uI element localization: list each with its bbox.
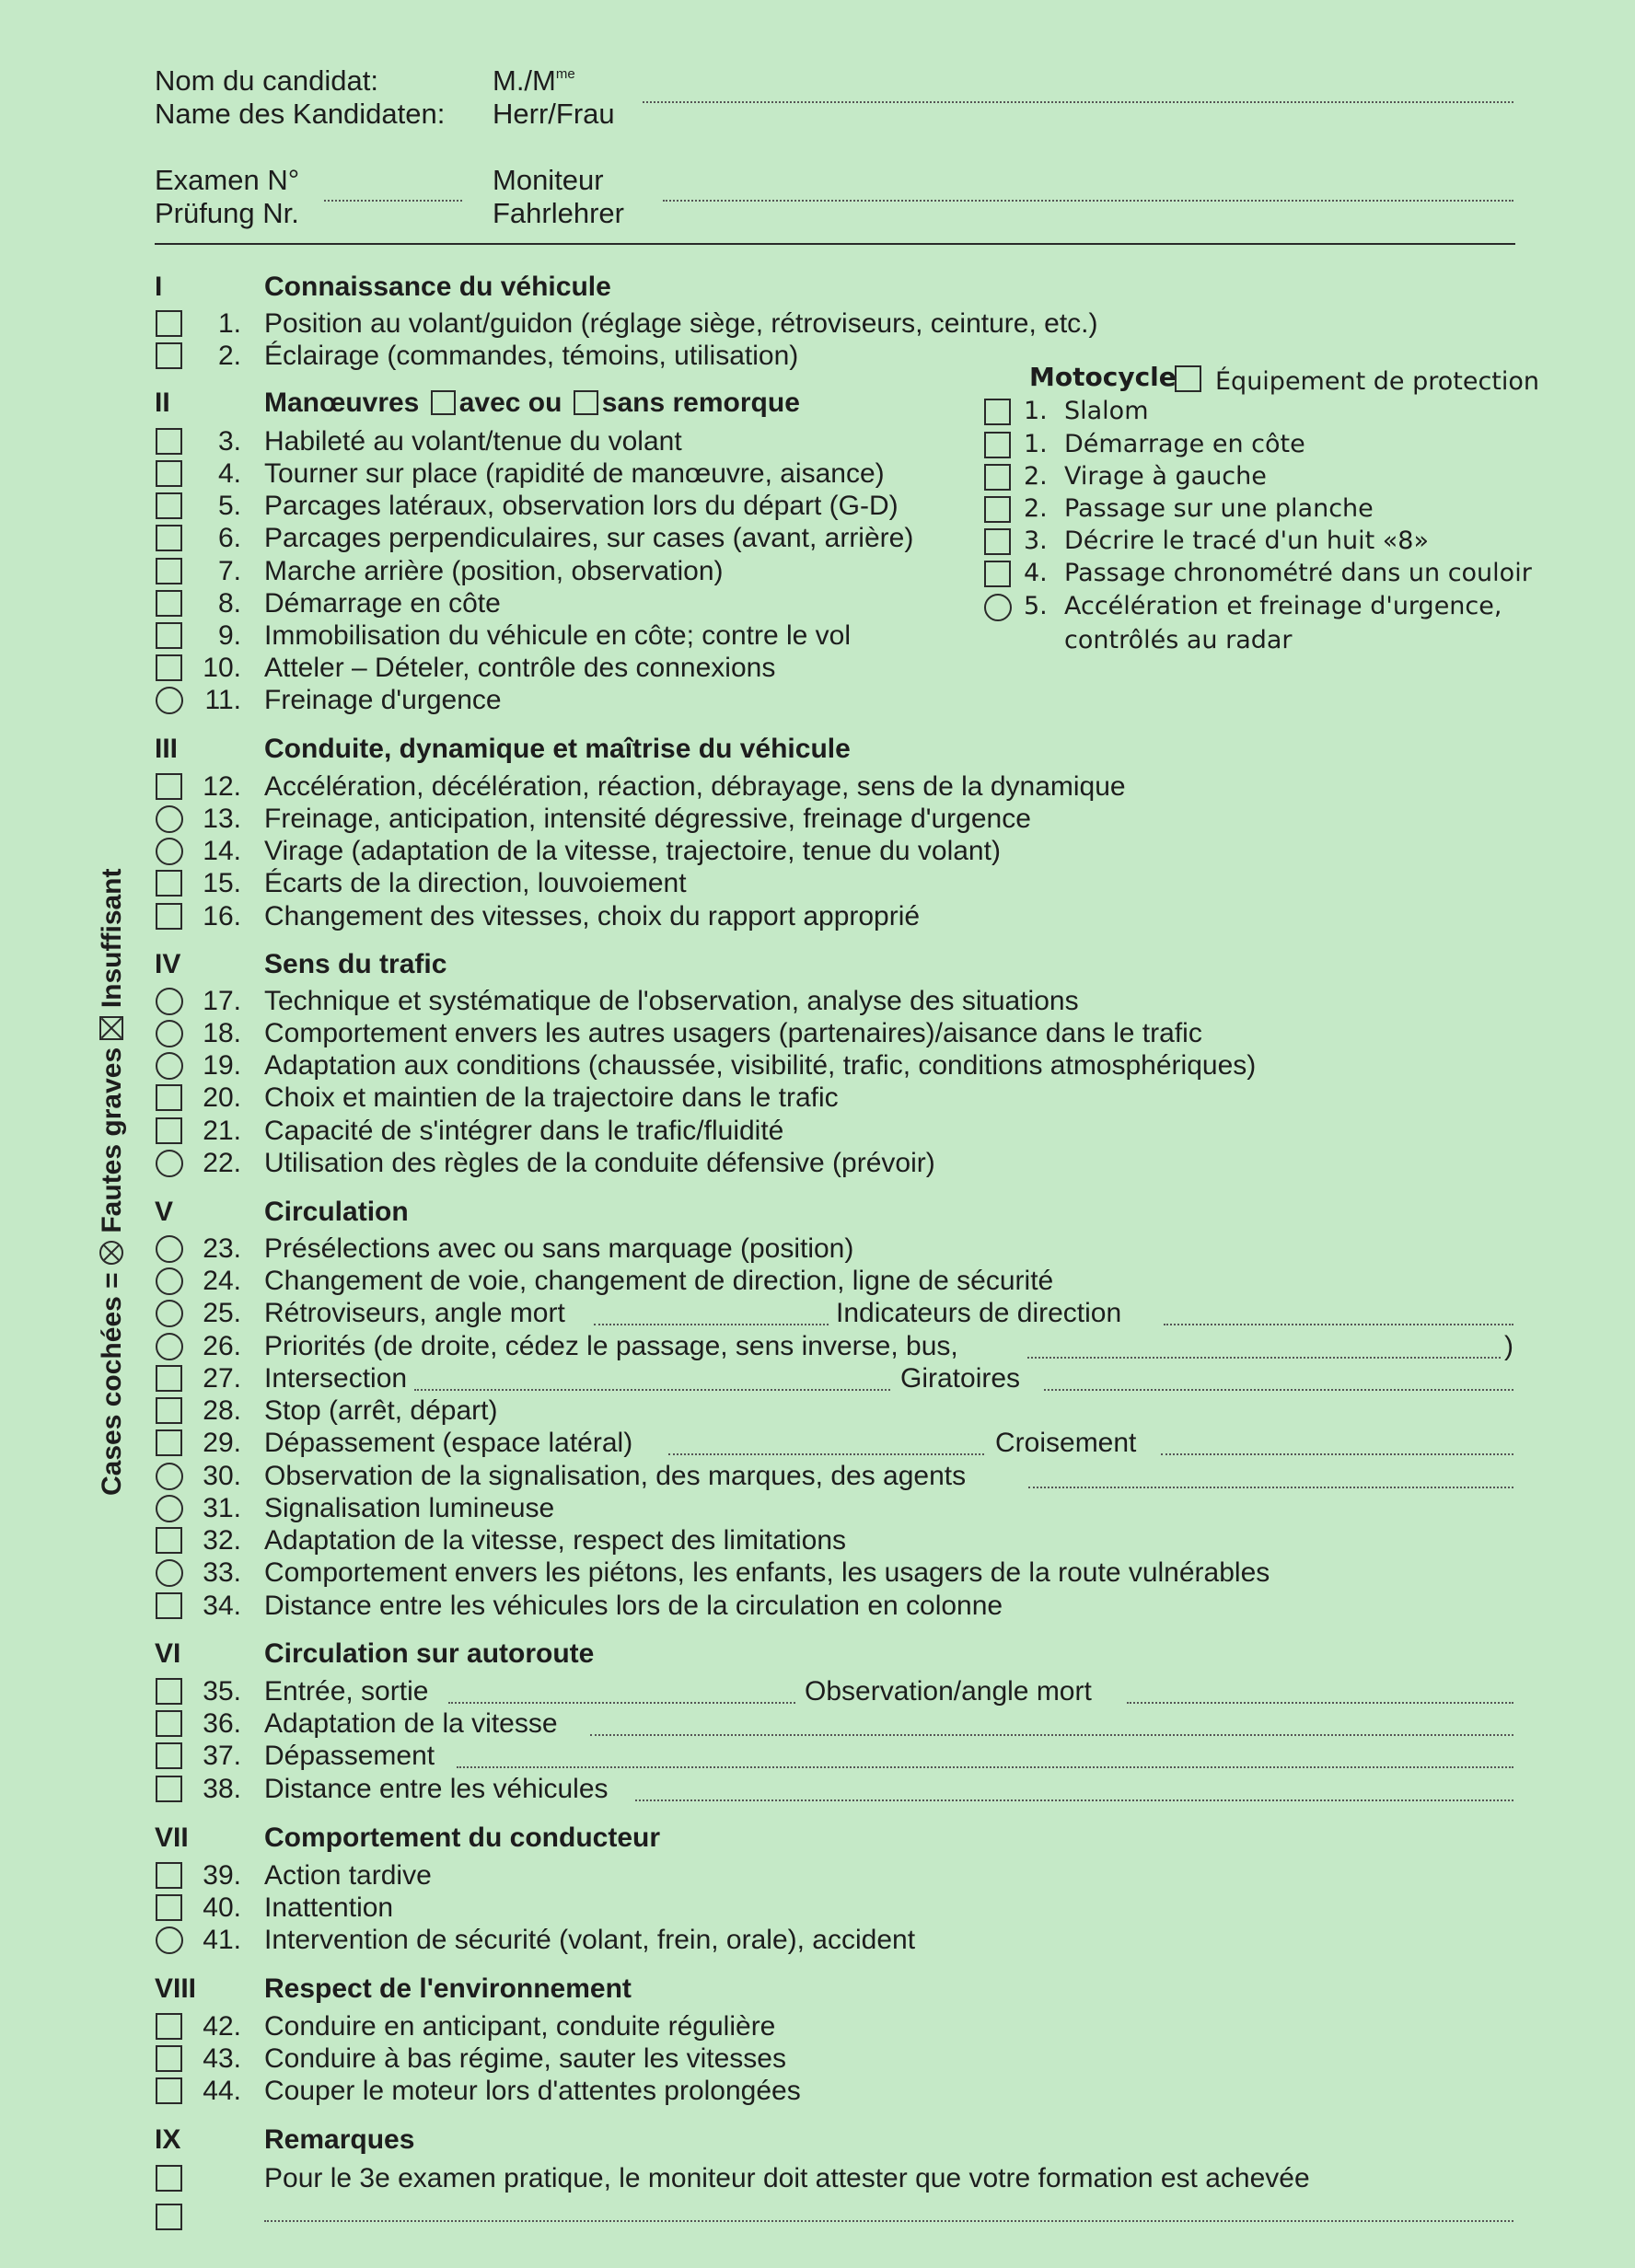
checklist-item <box>0 556 1635 589</box>
item-dotted-field[interactable] <box>1127 1702 1513 1704</box>
without-trailer-checkbox[interactable] <box>574 390 598 415</box>
checklist-item <box>0 1018 1635 1051</box>
insufficient-checkbox[interactable] <box>156 622 182 649</box>
checklist-item <box>0 2011 1635 2044</box>
header-divider <box>155 243 1515 245</box>
item-number: 8. <box>217 588 241 619</box>
checklist-item <box>0 1331 1635 1364</box>
motocycle-item-number: 2. <box>1024 462 1048 491</box>
item-number: 40. <box>203 1892 241 1923</box>
item-number: 14. <box>203 836 241 866</box>
insufficient-checkbox[interactable] <box>156 1117 182 1144</box>
item-number: 26. <box>203 1331 241 1361</box>
item-number: 6. <box>217 523 241 553</box>
item-dotted-field[interactable] <box>1161 1453 1513 1455</box>
section-number: III <box>155 734 179 764</box>
item-label: Intervention de sécurité (volant, frein, orale), accident <box>264 1925 916 1955</box>
item-dotted-field[interactable] <box>448 1702 795 1704</box>
item-label-tail: ) <box>1504 1331 1513 1361</box>
section-number: I <box>155 272 163 302</box>
item-label: Entrée, sortie <box>264 1676 429 1707</box>
checklist-item <box>0 2076 1635 2109</box>
section-title: Connaissance du véhicule <box>264 272 611 302</box>
checklist-item <box>0 588 1635 621</box>
grave-fault-radio[interactable] <box>156 1300 183 1327</box>
item-number: 25. <box>203 1298 241 1328</box>
item-label: Observation de la signalisation, des marques, des agents <box>264 1461 967 1491</box>
checklist-item <box>0 1892 1635 1926</box>
section-title: Sens du trafic <box>264 949 447 979</box>
item-label-secondary: Indicateurs de direction <box>836 1298 1122 1328</box>
item-number: 24. <box>203 1266 241 1296</box>
grave-fault-radio[interactable] <box>156 838 183 865</box>
item-number: 7. <box>217 556 241 586</box>
checklist-item <box>0 1493 1635 1526</box>
checklist-item <box>0 1741 1635 1774</box>
motocycle-item-label-cont: contrôlés au radar <box>1064 626 1293 654</box>
insufficient-checkbox[interactable] <box>156 460 182 487</box>
checklist-item <box>0 308 1635 341</box>
checklist-item <box>0 1266 1635 1299</box>
legend-cases: Cases cochées = <box>97 1272 127 1496</box>
item-number: 11. <box>204 685 241 715</box>
insufficient-checkbox[interactable] <box>156 428 182 455</box>
grave-fault-radio[interactable] <box>156 1333 183 1360</box>
motocycle-item-label: Passage sur une planche <box>1064 494 1374 523</box>
checklist-item <box>0 986 1635 1019</box>
section-number: V <box>155 1197 174 1227</box>
item-number: 3. <box>217 426 241 457</box>
item-label: Adaptation aux conditions (chaussée, visibilité, trafic, conditions atmosphériques) <box>264 1050 1257 1081</box>
item-number: 31. <box>203 1493 241 1523</box>
item-dotted-field[interactable] <box>414 1389 890 1391</box>
item-dotted-field[interactable] <box>668 1453 984 1455</box>
checklist-item <box>0 1116 1635 1149</box>
candidate-label-fr: Nom du candidat: <box>155 64 378 97</box>
motocycle-item <box>0 397 1635 428</box>
checklist-item <box>0 1395 1635 1429</box>
insufficient-checkbox[interactable] <box>156 773 182 800</box>
checklist-item <box>0 1363 1635 1396</box>
item-label-secondary: Giratoires <box>900 1363 1021 1394</box>
item-dotted-field[interactable] <box>1044 1389 1513 1391</box>
item-number: 2. <box>217 341 241 371</box>
grave-fault-radio[interactable] <box>156 1020 183 1047</box>
section-number: VIII <box>155 1973 197 2004</box>
checklist-item <box>0 1050 1635 1083</box>
insufficient-checkbox[interactable] <box>156 1397 182 1424</box>
section-title: Manœuvres avec ou sans remorque <box>264 388 800 418</box>
legend-graves: Fautes graves <box>97 1047 127 1233</box>
candidate-label-de: Name des Kandidaten: <box>155 98 446 130</box>
motocycle-item-label: Démarrage en côte <box>1064 430 1305 458</box>
item-label: Position au volant/guidon (réglage siège, rétroviseurs, ceinture, etc.) <box>264 308 1098 339</box>
section-title: Conduite, dynamique et maîtrise du véhicule <box>264 734 851 764</box>
item-dotted-field[interactable] <box>594 1324 829 1325</box>
item-number: 29. <box>203 1428 241 1458</box>
checklist-item <box>0 1557 1635 1591</box>
grave-fault-radio[interactable] <box>156 1495 183 1522</box>
item-label: Marche arrière (position, observation) <box>264 556 724 586</box>
motocycle-checkbox[interactable] <box>984 399 1011 425</box>
item-label: Couper le moteur lors d'attentes prolongées <box>264 2076 801 2106</box>
item-label: Signalisation lumineuse <box>264 1493 555 1523</box>
item-number: 4. <box>217 458 241 489</box>
checklist-item <box>0 523 1635 556</box>
checklist-item <box>0 868 1635 901</box>
item-label-secondary: Croisement <box>995 1428 1137 1458</box>
insufficient-checkbox[interactable] <box>156 2013 182 2040</box>
item-label: Adaptation de la vitesse, respect des limitations <box>264 1525 847 1556</box>
item-label: Rétroviseurs, angle mort <box>264 1298 565 1328</box>
checklist-item <box>0 620 1635 654</box>
insufficient-checkbox[interactable] <box>156 1592 182 1619</box>
instructor-label-fr: Moniteur <box>493 164 604 196</box>
item-label: Parcages perpendiculaires, sur cases (avant, arrière) <box>264 523 914 553</box>
checklist-item <box>0 1148 1635 1181</box>
item-number: 39. <box>203 1860 241 1891</box>
item-label: Intersection <box>264 1363 408 1394</box>
checklist-item <box>0 1925 1635 1958</box>
section-title: Circulation <box>264 1197 409 1227</box>
item-number: 43. <box>203 2043 241 2074</box>
insufficient-checkbox[interactable] <box>156 870 182 897</box>
item-label: Présélections avec ou sans marquage (position) <box>264 1233 854 1264</box>
checklist-item <box>0 653 1635 686</box>
motocycle-title: Motocycle <box>1029 362 1177 392</box>
checklist-item <box>0 426 1635 459</box>
insufficient-checkbox[interactable] <box>156 2045 182 2072</box>
insufficient-checkbox[interactable] <box>156 492 182 519</box>
checklist-item <box>0 1428 1635 1461</box>
motocycle-item-number: 4. <box>1024 559 1048 587</box>
item-label: Conduire en anticipant, conduite régulière <box>264 2011 776 2042</box>
item-number: 5. <box>217 491 241 521</box>
item-label: Conduire à bas régime, sauter les vitesses <box>264 2043 786 2074</box>
insufficient-checkbox[interactable] <box>156 654 182 681</box>
motocycle-item-label: Passage chronométré dans un couloir <box>1064 559 1532 587</box>
item-label: Virage (adaptation de la vitesse, trajectoire, tenue du volant) <box>264 836 1001 866</box>
insufficient-checkbox[interactable] <box>156 1742 182 1769</box>
item-number: 22. <box>203 1148 241 1178</box>
checklist-item <box>0 2202 1635 2235</box>
item-label: Comportement envers les autres usagers (partenaires)/aisance dans le trafic <box>264 1018 1202 1048</box>
item-number: 10. <box>203 653 241 683</box>
item-number: 36. <box>203 1708 241 1739</box>
motocycle-item-number: 2. <box>1024 494 1048 523</box>
insufficient-checkbox[interactable] <box>156 1084 182 1111</box>
grave-fault-radio[interactable] <box>156 805 183 833</box>
insufficient-checkbox[interactable] <box>156 1894 182 1921</box>
item-label: Tourner sur place (rapidité de manœuvre, aisance) <box>264 458 885 489</box>
item-label-secondary: Observation/angle mort <box>805 1676 1092 1707</box>
insufficient-checkbox[interactable] <box>156 2204 182 2230</box>
item-label: Adaptation de la vitesse <box>264 1708 558 1739</box>
grave-fault-radio[interactable] <box>156 1927 183 1954</box>
item-number: 32. <box>203 1525 241 1556</box>
insufficient-checkbox[interactable] <box>156 903 182 930</box>
remarks-dotted-field[interactable] <box>264 2220 1513 2222</box>
insufficient-checkbox[interactable] <box>156 590 182 617</box>
item-dotted-field[interactable] <box>590 1734 1513 1736</box>
checklist-item <box>0 491 1635 524</box>
item-label: Inattention <box>264 1892 394 1923</box>
item-label: Atteler – Dételer, contrôle des connexions <box>264 653 776 683</box>
section-number: II <box>155 388 170 418</box>
item-number: 42. <box>203 2011 241 2042</box>
section-title: Respect de l'environnement <box>264 1973 632 2004</box>
item-number: 37. <box>203 1741 241 1771</box>
item-number: 17. <box>203 986 241 1016</box>
with-trailer-checkbox[interactable] <box>431 390 456 415</box>
checklist-item <box>0 804 1635 837</box>
section-number: IX <box>155 2124 181 2155</box>
grave-fault-radio[interactable] <box>156 1267 183 1295</box>
grave-fault-radio[interactable] <box>156 1150 183 1177</box>
checklist-item <box>0 2043 1635 2077</box>
insufficient-checkbox[interactable] <box>156 1710 182 1737</box>
insufficient-checkbox[interactable] <box>156 1527 182 1554</box>
candidate-name-field[interactable] <box>643 101 1513 103</box>
checklist-item <box>0 1082 1635 1116</box>
item-dotted-field[interactable] <box>457 1766 1513 1768</box>
item-label: Freinage d'urgence <box>264 685 502 715</box>
item-label: Technique et systématique de l'observation, analyse des situations <box>264 986 1079 1016</box>
title-label-de: Herr/Frau <box>493 98 615 130</box>
motocycle-item-label: Virage à gauche <box>1064 462 1267 491</box>
grave-fault-radio[interactable] <box>156 1559 183 1587</box>
item-label: Éclairage (commandes, témoins, utilisation) <box>264 341 799 371</box>
checklist-item <box>0 1676 1635 1709</box>
section-title: Remarques <box>264 2124 415 2155</box>
item-number: 21. <box>203 1116 241 1146</box>
item-label: Immobilisation du véhicule en côte; contre le vol <box>264 620 852 651</box>
checklist-item <box>0 341 1635 374</box>
item-label: Stop (arrêt, départ) <box>264 1395 498 1426</box>
checklist-item <box>0 2163 1635 2196</box>
motocycle-equipment-label: Équipement de protection <box>1215 367 1540 396</box>
item-number: 27. <box>203 1363 241 1394</box>
section-number: VII <box>155 1822 189 1853</box>
item-label: Action tardive <box>264 1860 432 1891</box>
item-dotted-field[interactable] <box>1028 1487 1513 1488</box>
item-label: Capacité de s'intégrer dans le trafic/fluidité <box>264 1116 784 1146</box>
item-number: 16. <box>203 901 241 932</box>
motocycle-item-label: Slalom <box>1064 397 1149 425</box>
insufficient-checkbox[interactable] <box>156 342 182 369</box>
grave-fault-radio[interactable] <box>156 1463 183 1490</box>
motocycle-item-number: 5. <box>1024 592 1048 620</box>
grave-fault-radio[interactable] <box>156 1052 183 1080</box>
item-number: 18. <box>203 1018 241 1048</box>
item-number: 30. <box>203 1461 241 1491</box>
item-number: 9. <box>217 620 241 651</box>
item-number: 41. <box>203 1925 241 1955</box>
motocycle-item-number: 3. <box>1024 526 1048 555</box>
insufficient-checkbox[interactable] <box>156 1776 182 1802</box>
grave-fault-radio[interactable] <box>156 687 183 714</box>
checklist-item <box>0 1298 1635 1331</box>
motocycle-item-number: 1. <box>1024 397 1048 425</box>
motocycle-item-number: 1. <box>1024 430 1048 458</box>
item-label: Pour le 3e examen pratique, le moniteur doit attester que votre formation est achevée <box>264 2163 1310 2193</box>
item-label: Habileté au volant/tenue du volant <box>264 426 682 457</box>
section-number: VI <box>155 1638 181 1669</box>
legend-insuffisant: Insuffisant <box>97 868 127 1009</box>
exam-label-de: Prüfung Nr. <box>155 197 299 229</box>
grave-fault-radio[interactable] <box>156 1235 183 1263</box>
item-number: 44. <box>203 2076 241 2106</box>
item-label: Dépassement <box>264 1741 435 1771</box>
item-label: Freinage, anticipation, intensité dégressive, freinage d'urgence <box>264 804 1031 834</box>
insufficient-checkbox[interactable] <box>156 2165 182 2192</box>
item-number: 38. <box>203 1774 241 1804</box>
checklist-item <box>0 1591 1635 1624</box>
instructor-label-de: Fahrlehrer <box>493 197 624 229</box>
item-label: Écarts de la direction, louvoiement <box>264 868 687 898</box>
item-label: Parcages latéraux, observation lors du départ (G-D) <box>264 491 899 521</box>
item-label: Changement des vitesses, choix du rapport approprié <box>264 901 921 932</box>
item-number: 20. <box>203 1082 241 1113</box>
item-label: Utilisation des règles de la conduite défensive (prévoir) <box>264 1148 935 1178</box>
checklist-item <box>0 685 1635 718</box>
item-number: 12. <box>203 771 241 802</box>
insufficient-checkbox[interactable] <box>156 1365 182 1392</box>
checklist-item <box>0 901 1635 934</box>
item-dotted-field[interactable] <box>1164 1324 1513 1325</box>
insufficient-checkbox[interactable] <box>156 1862 182 1889</box>
item-label: Distance entre les véhicules <box>264 1774 609 1804</box>
exam-number-field[interactable] <box>324 200 462 202</box>
section-title: Circulation sur autoroute <box>264 1638 595 1669</box>
item-number: 28. <box>203 1395 241 1426</box>
item-label: Changement de voie, changement de direction, ligne de sécurité <box>264 1266 1054 1296</box>
grave-fault-radio[interactable] <box>156 988 183 1015</box>
section-number: IV <box>155 949 181 979</box>
item-label: Distance entre les véhicules lors de la circulation en colonne <box>264 1591 1003 1621</box>
item-number: 15. <box>203 868 241 898</box>
item-number: 19. <box>203 1050 241 1081</box>
exam-label-fr: Examen N° <box>155 164 300 196</box>
insufficient-checkbox[interactable] <box>156 558 182 584</box>
insufficient-checkbox[interactable] <box>156 2077 182 2104</box>
insufficient-checkbox[interactable] <box>156 310 182 337</box>
item-number: 1. <box>217 308 241 339</box>
item-label: Dépassement (espace latéral) <box>264 1428 633 1458</box>
item-number: 33. <box>203 1557 241 1588</box>
item-label: Comportement envers les piétons, les enfants, les usagers de la route vulnérables <box>264 1557 1270 1588</box>
item-label: Démarrage en côte <box>264 588 501 619</box>
item-number: 35. <box>203 1676 241 1707</box>
checklist-item <box>0 836 1635 869</box>
motocycle-item-label: Décrire le tracé d'un huit «8» <box>1064 526 1429 555</box>
checklist-item <box>0 1525 1635 1558</box>
item-label: Accélération, décélération, réaction, débrayage, sens de la dynamique <box>264 771 1126 802</box>
checklist-item <box>0 458 1635 492</box>
instructor-field[interactable] <box>663 200 1513 202</box>
checklist-item <box>0 1708 1635 1742</box>
checklist-item <box>0 1461 1635 1494</box>
item-label: Priorités (de droite, cédez le passage, sens inverse, bus, <box>264 1331 958 1361</box>
section-title: Comportement du conducteur <box>264 1822 661 1853</box>
item-label: Choix et maintien de la trajectoire dans le trafic <box>264 1082 839 1113</box>
title-label-fr: $M./M^{me}$ <box>493 64 575 97</box>
insufficient-checkbox[interactable] <box>156 525 182 551</box>
item-dotted-field[interactable] <box>1027 1357 1501 1359</box>
item-number: 23. <box>203 1233 241 1264</box>
item-dotted-field[interactable] <box>635 1799 1513 1801</box>
item-number: 13. <box>203 804 241 834</box>
insufficient-checkbox[interactable] <box>156 1678 182 1705</box>
motocycle-item-label: Accélération et freinage d'urgence, <box>1064 592 1502 620</box>
checklist-item <box>0 1774 1635 1807</box>
insufficient-checkbox[interactable] <box>156 1429 182 1456</box>
checklist-item <box>0 1233 1635 1267</box>
item-number: 34. <box>203 1591 241 1621</box>
checklist-item <box>0 1860 1635 1893</box>
checklist-item <box>0 771 1635 804</box>
